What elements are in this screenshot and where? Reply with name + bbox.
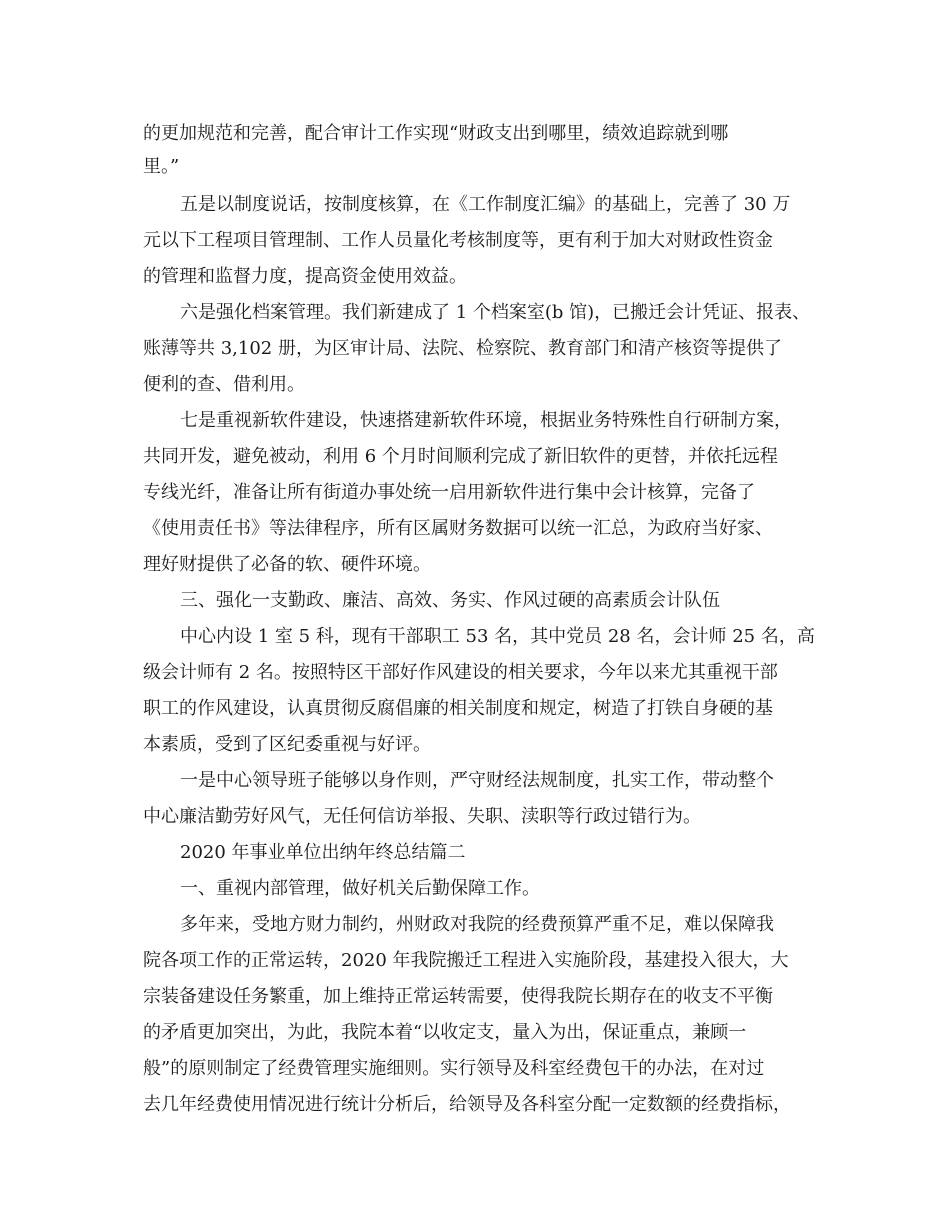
- paragraph-start: 中心内设 1 室 5 科，现有干部职工 53 名，其中党员 28 名，会计师 25 名，高: [180, 626, 815, 647]
- paragraph-start: 七是重视新软件建设，快速搭建新软件环境，根据业务特殊性自行研制方案，: [180, 410, 792, 431]
- text-line: 账薄等共 3,102 册，为区审计局、法院、检察院、教育部门和清产核资等提供了: [143, 338, 782, 359]
- paragraph-start: 六是强化档案管理。我们新建成了 1 个档案室(b 馆)，已搬迁会计凭证、报表、: [180, 302, 811, 323]
- text-line: 里。”: [143, 156, 180, 177]
- text-line: 般”的原则制定了经费管理实施细则。实行领导及科室经费包干的办法，在对过: [143, 1058, 765, 1079]
- section-heading: 三、强化一支勤政、廉洁、高效、务实、作风过硬的高素质会计队伍: [180, 590, 720, 611]
- text-line: 去几年经费使用情况进行统计分析后，给领导及各科室分配一定数额的经费指标，: [143, 1094, 791, 1115]
- section-title: 2020 年事业单位出纳年终总结篇二: [180, 842, 466, 863]
- text-line: 级会计师有 2 名。按照特区干部好作风建设的相关要求，今年以来尤其重视干部: [143, 662, 778, 683]
- text-line: 便利的查、借利用。: [143, 374, 305, 395]
- text-line: 院各项工作的正常运转，2020 年我院搬迁工程进入实施阶段，基建投入很大，大: [143, 950, 789, 971]
- text-line: 的更加规范和完善，配合审计工作实现“财政支出到哪里，绩效追踪就到哪: [143, 123, 729, 144]
- text-line: 理好财提供了必备的软、硬件环境。: [143, 554, 431, 575]
- text-line: 元以下工程项目管理制、工作人员量化考核制度等，更有利于加大对财政性资金: [143, 230, 773, 251]
- section-heading: 一、重视内部管理，做好机关后勤保障工作。: [180, 878, 540, 899]
- text-line: 专线光纤，准备让所有街道办事处统一启用新软件进行集中会计核算，完备了: [143, 482, 755, 503]
- text-line: 《使用责任书》等法律程序，所有区属财务数据可以统一汇总，为政府当好家、: [143, 518, 773, 539]
- text-line: 的矛盾更加突出，为此，我院本着“以收定支，量入为出，保证重点，兼顾一: [143, 1022, 747, 1043]
- text-line: 职工的作风建设，认真贯彻反腐倡廉的相关制度和规定，树造了打铁自身硬的基: [143, 698, 773, 719]
- paragraph-start: 多年来，受地方财力制约，州财政对我院的经费预算严重不足，难以保障我: [180, 914, 774, 935]
- text-line: 共同开发，避免被动，利用 6 个月时间顺利完成了新旧软件的更替，并依托远程: [143, 446, 778, 467]
- paragraph-start: 一是中心领导班子能够以身作则，严守财经法规制度，扎实工作，带动整个: [180, 770, 774, 791]
- paragraph-start: 五是以制度说话，按制度核算，在《工作制度汇编》的基础上，完善了 30 万: [180, 194, 791, 215]
- text-line: 中心廉洁勤劳好风气，无任何信访举报、失职、渎职等行政过错行为。: [143, 806, 701, 827]
- text-line: 的管理和监督力度，提高资金使用效益。: [143, 266, 467, 287]
- text-line: 宗装备建设任务繁重，加上维持正常运转需要，使得我院长期存在的收支不平衡: [143, 986, 773, 1007]
- text-line: 本素质，受到了区纪委重视与好评。: [143, 734, 431, 755]
